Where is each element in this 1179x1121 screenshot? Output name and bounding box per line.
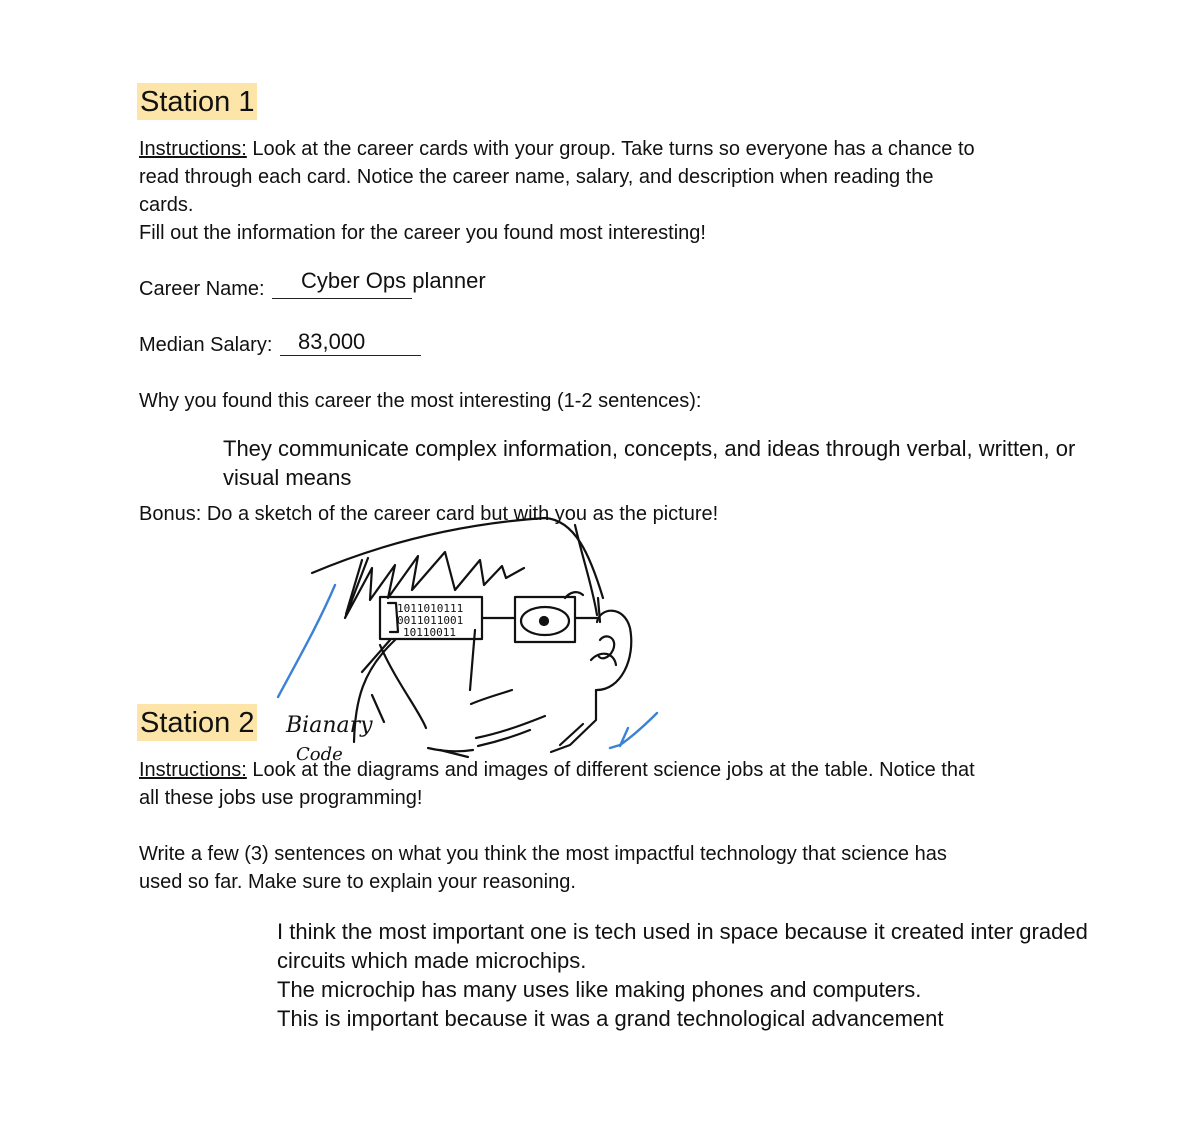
instructions-text: Look at the diagrams and images of different science jobs at the table. Notice that [246,759,975,781]
sketch-ear [597,611,631,690]
sketch-binary-digits-row1: 1011010111 [397,602,464,615]
sketch-blue-stroke-right [610,713,657,748]
station1-instructions-line3: cards. [139,194,194,216]
station2-answer-line4: This is important because it was a grand technological advancement [277,1006,944,1031]
why-answer-line1: They communicate complex information, concepts, and ideas through verbal, written, or [223,436,1076,461]
sketch-annotation-line1: Bianary [286,713,373,738]
sketch-mouth [476,716,545,746]
instructions-label: Instructions: [139,138,247,160]
station1-instructions-line4: Fill out the information for the career you found most interesting! [139,222,706,244]
median-salary-label: Median Salary: [139,334,273,356]
write-prompt-line1: Write a few (3) sentences on what you think the most impactful technology that science has [139,843,947,865]
station2-instructions-line2: all these jobs use programming! [139,787,423,809]
sketch-blue-stroke-left [278,585,335,697]
sketch-binary-digits-row3: 10110011 [403,626,456,639]
why-prompt: Why you found this career the most interesting (1-2 sentences): [139,390,702,412]
career-name-answer: Cyber Ops planner [301,268,486,293]
station2-heading: Station 2 [137,704,257,741]
instructions-label: Instructions: [139,759,247,781]
station1-instructions-line2: read through each card. Notice the career name, salary, and description when reading the [139,166,934,188]
instructions-text: Look at the career cards with your group. Take turns so everyone has a chance to [246,138,975,160]
sketch-binary-digits-row2: 0011011001 [397,614,464,627]
bonus-prompt: Bonus: Do a sketch of the career card but with you as the picture! [139,503,719,525]
sketch-annotation-line2: Code [296,744,343,765]
station2-answer-line3: The microchip has many uses like making phones and computers. [277,977,922,1002]
write-prompt-line2: used so far. Make sure to explain your reasoning. [139,871,576,893]
station2-answer-line1: I think the most important one is tech used in space because it created inter graded [277,919,1088,944]
station2-answer-line2: circuits which made microchips. [277,948,587,973]
sketch-jaw [380,645,426,728]
why-answer-line2: visual means [223,465,352,490]
station1-heading: Station 1 [137,83,257,120]
median-salary-answer: 83,000 [298,329,366,354]
career-name-label: Career Name: [139,278,265,300]
